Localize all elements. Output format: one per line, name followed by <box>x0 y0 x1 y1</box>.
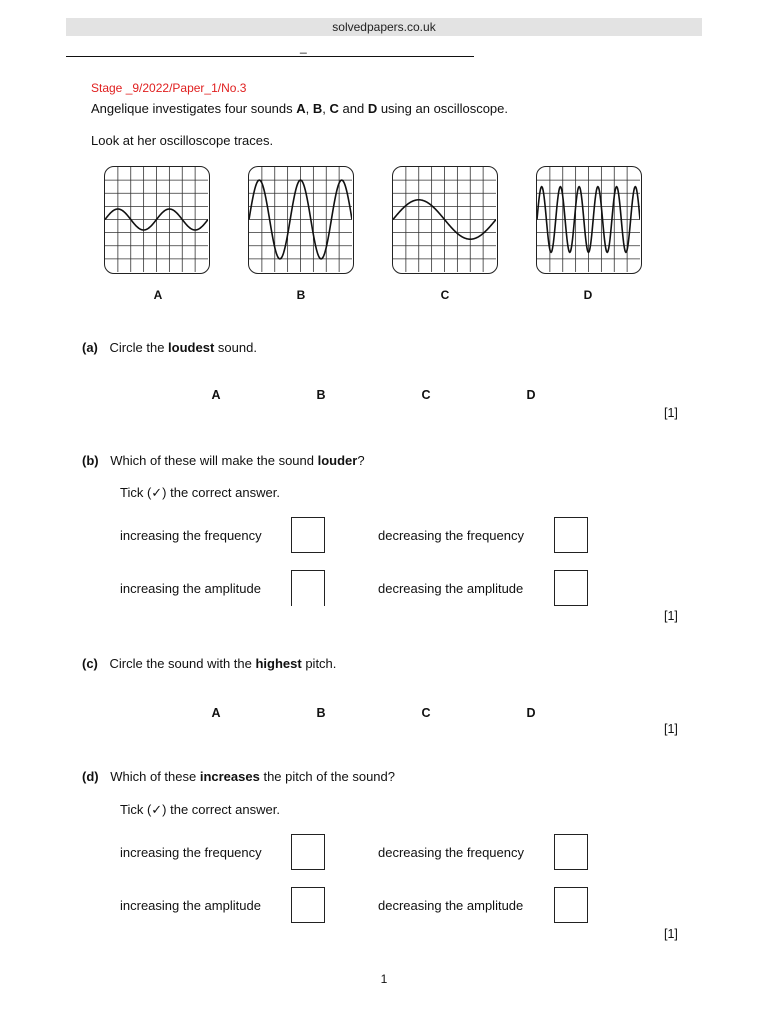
trace-label-c: C <box>440 288 450 302</box>
question-text: pitch. <box>301 656 337 671</box>
choice-label: decreasing the amplitude <box>378 581 524 596</box>
option-a[interactable]: A <box>211 388 221 402</box>
option-b[interactable]: B <box>316 388 326 402</box>
header-dash: _ <box>300 40 307 54</box>
question-text: Circle the <box>109 340 169 355</box>
tick-box[interactable] <box>291 570 325 606</box>
page-number: 1 <box>380 972 388 986</box>
question-text: sound. <box>214 340 257 355</box>
question-tag: (b) <box>82 453 99 468</box>
question-keyword: highest <box>255 656 302 671</box>
site-header: solvedpapers.co.uk <box>66 18 702 36</box>
trace-label-d: D <box>583 288 593 302</box>
tick-box[interactable] <box>554 834 588 870</box>
trace-plot <box>393 167 496 272</box>
tick-box[interactable] <box>554 570 588 606</box>
marks: [1] <box>664 722 678 736</box>
oscilloscope-trace-c <box>392 166 498 274</box>
intro-sound-b: B <box>312 101 323 116</box>
trace-plot <box>537 167 640 272</box>
question-text: Circle the sound with the <box>109 656 256 671</box>
stage-label: Stage _9/2022/Paper_1/No.3 <box>91 81 247 95</box>
intro-text: using an oscilloscope. <box>377 101 509 116</box>
intro-text: Angelique investigates four sounds <box>91 101 297 116</box>
marks: [1] <box>664 406 678 420</box>
oscilloscope-trace-d <box>536 166 642 274</box>
marks: [1] <box>664 609 678 623</box>
question-tag: (c) <box>82 656 98 671</box>
marks: [1] <box>664 927 678 941</box>
question-text: the pitch of the sound? <box>259 769 395 784</box>
trace-plot <box>249 167 352 272</box>
trace-label-a: A <box>153 288 163 302</box>
option-c[interactable]: C <box>421 388 431 402</box>
intro-sound-c: C <box>329 101 339 116</box>
tick-box[interactable] <box>554 517 588 553</box>
choice-label: decreasing the frequency <box>378 845 524 860</box>
question-keyword: loudest <box>168 340 215 355</box>
oscilloscope-trace-b <box>248 166 354 274</box>
option-c[interactable]: C <box>421 706 431 720</box>
tick-instruction: Tick (✓) the correct answer. <box>120 802 280 817</box>
intro-sep: , <box>305 101 313 116</box>
intro-sep: and <box>338 101 368 116</box>
tick-box[interactable] <box>291 834 325 870</box>
question-text: Which of these will make the sound <box>110 453 318 468</box>
question-b <box>82 453 365 468</box>
question-tag: (a) <box>82 340 98 355</box>
option-b[interactable]: B <box>316 706 326 720</box>
choice-label: decreasing the frequency <box>378 528 524 543</box>
tick-box[interactable] <box>554 887 588 923</box>
intro-line-1 <box>91 101 508 116</box>
question-a <box>82 340 257 355</box>
choice-label: decreasing the amplitude <box>378 898 524 913</box>
intro-sep: , <box>322 101 330 116</box>
question-text: ? <box>357 453 365 468</box>
intro-sound-a: A <box>296 101 306 116</box>
option-a[interactable]: A <box>211 706 221 720</box>
intro-sound-d: D <box>367 101 378 116</box>
choice-label: increasing the amplitude <box>120 898 261 913</box>
tick-box[interactable] <box>291 517 325 553</box>
trace-plot <box>105 167 208 272</box>
question-text: Which of these <box>110 769 200 784</box>
intro-line-2: Look at her oscilloscope traces. <box>91 133 274 148</box>
option-d[interactable]: D <box>526 706 536 720</box>
question-c <box>82 656 336 671</box>
question-keyword: louder <box>317 453 358 468</box>
choice-label: increasing the amplitude <box>120 581 261 596</box>
trace-label-b: B <box>296 288 306 302</box>
choice-label: increasing the frequency <box>120 528 262 543</box>
question-tag: (d) <box>82 769 99 784</box>
option-d[interactable]: D <box>526 388 536 402</box>
tick-box[interactable] <box>291 887 325 923</box>
header-rule <box>66 56 474 57</box>
question-keyword: increases <box>199 769 260 784</box>
choice-label: increasing the frequency <box>120 845 262 860</box>
tick-instruction: Tick (✓) the correct answer. <box>120 485 280 500</box>
oscilloscope-trace-a <box>104 166 210 274</box>
question-d <box>82 769 395 784</box>
